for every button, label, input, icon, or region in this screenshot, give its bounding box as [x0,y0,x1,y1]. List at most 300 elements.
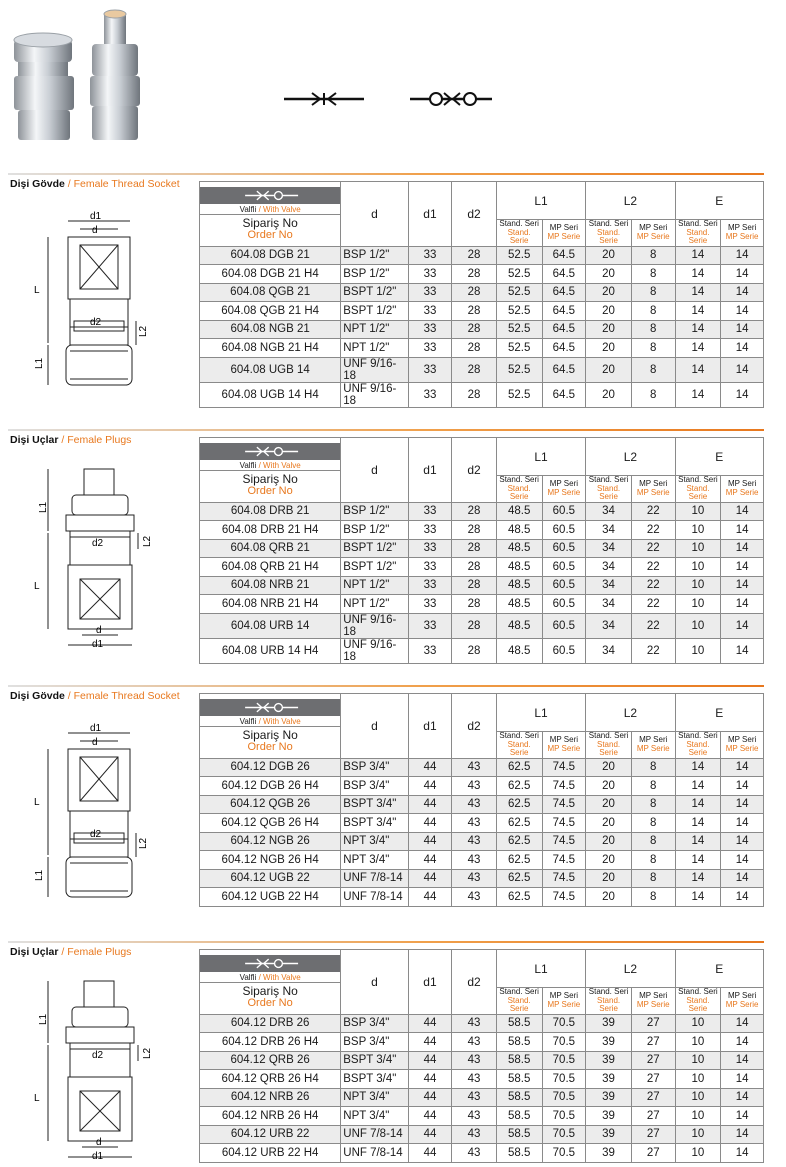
l2-mp-cell: 8 [631,302,675,321]
header-mp-series: MP Seri MP Serie [542,220,586,247]
d2-cell: 43 [452,1107,497,1126]
e-standard-cell: 14 [675,814,721,833]
d-cell: BSP 3/4" [341,777,408,796]
e-mp-cell: 14 [721,795,764,814]
valve-coupling-symbol-icon [408,88,494,110]
e-standard-cell: 10 [675,539,721,558]
header-mp-series: MP Seri MP Serie [721,988,764,1015]
order-no-cell: 604.08 DRB 21 H4 [200,521,341,540]
label-d: d [92,225,98,236]
d2-cell: 43 [452,758,497,777]
e-standard-cell: 14 [675,382,721,407]
e-mp-cell: 14 [721,613,764,638]
section-divider [8,173,764,175]
l2-standard-cell: 39 [586,1014,632,1033]
d-cell: BSPT 1/2" [341,558,408,577]
l1-mp-cell: 64.5 [542,265,586,284]
header-mp-series: MP Seri MP Serie [631,220,675,247]
d1-cell: 44 [408,1125,452,1144]
e-standard-cell: 10 [675,595,721,614]
l2-mp-cell: 8 [631,888,675,907]
d-cell: NPT 1/2" [341,595,408,614]
header-L2: L2 [586,694,675,732]
l1-mp-cell: 74.5 [542,888,586,907]
header-mp-series: MP Seri MP Serie [721,476,764,503]
l1-mp-cell: 70.5 [542,1088,586,1107]
section-title: Dişi Uçlar / Female Plugs [10,434,132,446]
l2-standard-cell: 20 [586,888,632,907]
table-row [200,832,764,851]
l2-mp-cell: 22 [631,558,675,577]
order-no-header: Sipariş No Order No [242,215,298,241]
order-no-cell: 604.08 UGB 14 [200,357,341,382]
e-standard-cell: 14 [675,795,721,814]
socket-dimension-drawing [8,705,198,905]
order-no-cell: 604.12 QGB 26 H4 [200,814,341,833]
e-mp-cell: 14 [721,283,764,302]
order-no-cell: 604.12 QGB 26 [200,795,341,814]
header-standard-series: Stand. Seri Stand. Serie [675,220,721,247]
valve-label: Valfli / With Valve [200,460,340,471]
d-cell: UNF 7/8-14 [341,869,408,888]
header-d2: d2 [452,182,497,247]
header-order-cell [200,950,341,1015]
d-cell: NPT 1/2" [341,339,408,358]
female-plug-photo [90,10,140,140]
female-socket-photo [14,33,74,140]
label-d1: d1 [92,639,104,649]
e-mp-cell: 14 [721,558,764,577]
order-no-cell: 604.08 DGB 21 H4 [200,265,341,284]
table-row [200,595,764,614]
order-no-cell: 604.08 NRB 21 [200,576,341,595]
e-standard-cell: 14 [675,339,721,358]
header-standard-series: Stand. Seri Stand. Serie [496,220,542,247]
l1-standard-cell: 48.5 [496,638,542,663]
d-cell: BSP 1/2" [341,246,408,265]
e-mp-cell: 14 [721,246,764,265]
e-mp-cell: 14 [721,777,764,796]
l1-standard-cell: 48.5 [496,613,542,638]
e-mp-cell: 14 [721,339,764,358]
header-standard-series: Stand. Seri Stand. Serie [586,220,632,247]
d2-cell: 28 [452,558,497,577]
l1-mp-cell: 70.5 [542,1070,586,1089]
order-no-cell: 604.08 DRB 21 [200,502,341,521]
header-order-cell [200,438,341,503]
d1-cell: 44 [408,795,452,814]
e-mp-cell: 14 [721,1088,764,1107]
l2-standard-cell: 20 [586,777,632,796]
l2-standard-cell: 39 [586,1125,632,1144]
l1-mp-cell: 64.5 [542,382,586,407]
d-cell: BSPT 3/4" [341,814,408,833]
d1-cell: 44 [408,1033,452,1052]
d-cell: BSP 1/2" [341,502,408,521]
d1-cell: 33 [408,283,452,302]
table-row [200,558,764,577]
e-standard-cell: 10 [675,502,721,521]
d1-cell: 33 [408,382,452,407]
e-standard-cell: 14 [675,357,721,382]
order-no-cell: 604.12 DGB 26 H4 [200,777,341,796]
d1-cell: 33 [408,339,452,358]
dimension-drawing [8,705,198,915]
spec-table [199,181,764,408]
l1-mp-cell: 74.5 [542,777,586,796]
l1-mp-cell: 64.5 [542,339,586,358]
d-cell: UNF 7/8-14 [341,888,408,907]
l2-mp-cell: 8 [631,851,675,870]
label-d2: d2 [92,538,104,549]
header-d2: d2 [452,950,497,1015]
l2-standard-cell: 39 [586,1107,632,1126]
d2-cell: 28 [452,613,497,638]
d1-cell: 33 [408,246,452,265]
l2-mp-cell: 8 [631,795,675,814]
d-cell: NPT 1/2" [341,576,408,595]
order-no-cell: 604.08 URB 14 [200,613,341,638]
l1-standard-cell: 48.5 [496,521,542,540]
l2-mp-cell: 22 [631,638,675,663]
order-no-cell: 604.12 NGB 26 [200,832,341,851]
l1-mp-cell: 74.5 [542,758,586,777]
label-L: L [34,285,40,296]
order-no-cell: 604.12 DRB 26 H4 [200,1033,341,1052]
header-standard-series: Stand. Seri Stand. Serie [586,988,632,1015]
l1-mp-cell: 74.5 [542,795,586,814]
e-mp-cell: 14 [721,302,764,321]
l1-standard-cell: 58.5 [496,1051,542,1070]
d1-cell: 44 [408,851,452,870]
l2-mp-cell: 8 [631,246,675,265]
header-standard-series: Stand. Seri Stand. Serie [675,732,721,759]
l2-mp-cell: 8 [631,283,675,302]
l1-standard-cell: 58.5 [496,1107,542,1126]
header-d: d [341,182,408,247]
d-cell: NPT 3/4" [341,1107,408,1126]
header-E: E [675,438,763,476]
l2-standard-cell: 34 [586,558,632,577]
header-mp-series: MP Seri MP Serie [631,988,675,1015]
l2-standard-cell: 34 [586,613,632,638]
e-mp-cell: 14 [721,758,764,777]
e-standard-cell: 14 [675,758,721,777]
order-no-header: Sipariş No Order No [242,727,298,753]
header-E: E [675,950,763,988]
e-standard-cell: 10 [675,521,721,540]
l1-mp-cell: 60.5 [542,638,586,663]
header-L1: L1 [496,950,585,988]
l2-standard-cell: 20 [586,758,632,777]
l2-standard-cell: 20 [586,246,632,265]
e-mp-cell: 14 [721,1107,764,1126]
d-cell: BSP 1/2" [341,265,408,284]
d2-cell: 43 [452,1144,497,1163]
table-row [200,1033,764,1052]
valve-symbol-bar [200,955,340,972]
e-standard-cell: 10 [675,1125,721,1144]
d-cell: BSPT 3/4" [341,1051,408,1070]
e-mp-cell: 14 [721,814,764,833]
d1-cell: 44 [408,1088,452,1107]
table-row [200,576,764,595]
d2-cell: 28 [452,576,497,595]
e-mp-cell: 14 [721,1144,764,1163]
table-row [200,1070,764,1089]
table-row [200,1014,764,1033]
e-mp-cell: 14 [721,265,764,284]
d1-cell: 33 [408,502,452,521]
order-no-cell: 604.12 QRB 26 [200,1051,341,1070]
e-mp-cell: 14 [721,851,764,870]
table-row [200,283,764,302]
section-divider [8,941,764,943]
label-d1: d1 [90,211,102,222]
label-d2: d2 [90,317,102,328]
l1-mp-cell: 64.5 [542,302,586,321]
l2-mp-cell: 8 [631,758,675,777]
d1-cell: 33 [408,595,452,614]
d2-cell: 28 [452,521,497,540]
valve-label: Valfli / With Valve [200,972,340,983]
d-cell: UNF 7/8-14 [341,1144,408,1163]
dimension-drawing [8,961,198,1167]
table-row [200,357,764,382]
l2-mp-cell: 27 [631,1088,675,1107]
label-L: L [34,797,40,808]
table-row [200,888,764,907]
l2-mp-cell: 27 [631,1107,675,1126]
valve-coupling-symbol-icon [200,699,340,716]
d-cell: UNF 7/8-14 [341,1125,408,1144]
table-row [200,869,764,888]
l1-mp-cell: 60.5 [542,502,586,521]
l2-standard-cell: 20 [586,832,632,851]
d1-cell: 44 [408,1107,452,1126]
d1-cell: 33 [408,521,452,540]
l1-standard-cell: 62.5 [496,814,542,833]
valve-coupling-symbol-icon [200,955,340,972]
table-row [200,638,764,663]
l2-standard-cell: 20 [586,265,632,284]
l2-standard-cell: 20 [586,339,632,358]
d2-cell: 43 [452,1014,497,1033]
valve-symbol-bar [200,699,340,716]
l2-mp-cell: 22 [631,502,675,521]
d2-cell: 28 [452,320,497,339]
e-mp-cell: 14 [721,832,764,851]
l2-mp-cell: 22 [631,521,675,540]
e-mp-cell: 14 [721,1125,764,1144]
table-row [200,795,764,814]
e-mp-cell: 14 [721,595,764,614]
valve-symbol-bar [200,187,340,204]
l1-standard-cell: 62.5 [496,888,542,907]
l2-mp-cell: 22 [631,613,675,638]
header-mp-series: MP Seri MP Serie [631,732,675,759]
d-cell: BSP 3/4" [341,1033,408,1052]
l1-standard-cell: 48.5 [496,539,542,558]
order-no-cell: 604.12 DGB 26 [200,758,341,777]
e-standard-cell: 10 [675,1051,721,1070]
order-no-cell: 604.08 NGB 21 [200,320,341,339]
header-d1: d1 [408,694,452,759]
header-order-cell [200,694,341,759]
l2-mp-cell: 27 [631,1033,675,1052]
d2-cell: 28 [452,339,497,358]
table-row [200,1051,764,1070]
l2-mp-cell: 8 [631,777,675,796]
d1-cell: 44 [408,869,452,888]
d2-cell: 28 [452,265,497,284]
e-standard-cell: 14 [675,777,721,796]
plug-dimension-drawing [8,961,198,1161]
l1-mp-cell: 70.5 [542,1107,586,1126]
l1-standard-cell: 48.5 [496,576,542,595]
table-row [200,302,764,321]
l1-standard-cell: 58.5 [496,1125,542,1144]
l1-standard-cell: 52.5 [496,357,542,382]
l2-mp-cell: 8 [631,814,675,833]
label-L2: L2 [142,1047,153,1059]
header-standard-series: Stand. Seri Stand. Serie [586,476,632,503]
l1-standard-cell: 52.5 [496,246,542,265]
section-title: Dişi Gövde / Female Thread Socket [10,178,180,190]
l2-mp-cell: 27 [631,1144,675,1163]
header-mp-series: MP Seri MP Serie [721,732,764,759]
l2-standard-cell: 20 [586,795,632,814]
d2-cell: 28 [452,595,497,614]
l1-standard-cell: 52.5 [496,283,542,302]
table-row [200,320,764,339]
order-no-cell: 604.12 NRB 26 [200,1088,341,1107]
header-standard-series: Stand. Seri Stand. Serie [496,988,542,1015]
l2-mp-cell: 8 [631,320,675,339]
header-standard-series: Stand. Seri Stand. Serie [675,988,721,1015]
d-cell: BSPT 1/2" [341,539,408,558]
l2-standard-cell: 34 [586,576,632,595]
e-standard-cell: 10 [675,558,721,577]
order-no-cell: 604.12 NRB 26 H4 [200,1107,341,1126]
l2-mp-cell: 8 [631,382,675,407]
order-no-cell: 604.08 URB 14 H4 [200,638,341,663]
l2-standard-cell: 39 [586,1088,632,1107]
l1-standard-cell: 58.5 [496,1014,542,1033]
header-mp-series: MP Seri MP Serie [721,220,764,247]
header-L2: L2 [586,950,675,988]
d1-cell: 44 [408,888,452,907]
e-standard-cell: 14 [675,851,721,870]
table-row [200,382,764,407]
order-no-header: Sipariş No Order No [242,471,298,497]
label-d2: d2 [90,829,102,840]
l1-standard-cell: 58.5 [496,1070,542,1089]
l1-standard-cell: 62.5 [496,777,542,796]
order-no-cell: 604.08 NGB 21 H4 [200,339,341,358]
order-no-cell: 604.12 NGB 26 H4 [200,851,341,870]
valve-label: Valfli / With Valve [200,204,340,215]
d2-cell: 28 [452,539,497,558]
d-cell: UNF 9/16-18 [341,613,408,638]
d-cell: NPT 1/2" [341,320,408,339]
table-row [200,814,764,833]
socket-dimension-drawing [8,193,198,393]
header-L1: L1 [496,694,585,732]
d1-cell: 33 [408,320,452,339]
header-standard-series: Stand. Seri Stand. Serie [496,732,542,759]
l2-standard-cell: 34 [586,595,632,614]
e-standard-cell: 14 [675,832,721,851]
e-standard-cell: 14 [675,320,721,339]
l2-mp-cell: 8 [631,869,675,888]
e-mp-cell: 14 [721,888,764,907]
label-L: L [34,581,40,592]
l1-mp-cell: 60.5 [542,521,586,540]
d2-cell: 28 [452,502,497,521]
order-no-cell: 604.08 UGB 14 H4 [200,382,341,407]
d1-cell: 33 [408,539,452,558]
header-standard-series: Stand. Seri Stand. Serie [496,476,542,503]
l1-mp-cell: 64.5 [542,320,586,339]
section-title: Dişi Gövde / Female Thread Socket [10,690,180,702]
e-mp-cell: 14 [721,539,764,558]
d1-cell: 44 [408,1070,452,1089]
l1-mp-cell: 70.5 [542,1014,586,1033]
l1-mp-cell: 60.5 [542,576,586,595]
e-standard-cell: 14 [675,283,721,302]
d-cell: BSP 3/4" [341,1014,408,1033]
d2-cell: 43 [452,1051,497,1070]
order-no-cell: 604.12 URB 22 [200,1125,341,1144]
l1-mp-cell: 74.5 [542,851,586,870]
table-row [200,265,764,284]
order-no-cell: 604.08 QGB 21 [200,283,341,302]
header-standard-series: Stand. Seri Stand. Serie [675,476,721,503]
header-L1: L1 [496,182,585,220]
label-d1: d1 [92,1151,104,1161]
order-no-header: Sipariş No Order No [242,983,298,1009]
d2-cell: 43 [452,777,497,796]
l2-standard-cell: 20 [586,869,632,888]
d1-cell: 44 [408,1051,452,1070]
d2-cell: 43 [452,1125,497,1144]
plug-dimension-drawing [8,449,198,649]
header-mp-series: MP Seri MP Serie [542,988,586,1015]
label-d: d [96,625,102,636]
header-L1: L1 [496,438,585,476]
e-standard-cell: 14 [675,888,721,907]
table-row [200,1088,764,1107]
l2-standard-cell: 20 [586,814,632,833]
d-cell: BSPT 1/2" [341,302,408,321]
label-L2: L2 [138,837,149,849]
dimension-drawing [8,449,198,659]
e-mp-cell: 14 [721,357,764,382]
e-standard-cell: 10 [675,1070,721,1089]
d1-cell: 33 [408,638,452,663]
label-L2: L2 [138,325,149,337]
order-no-cell: 604.08 QGB 21 H4 [200,302,341,321]
spec-table [199,693,764,907]
e-mp-cell: 14 [721,382,764,407]
l2-mp-cell: 27 [631,1070,675,1089]
header-mp-series: MP Seri MP Serie [631,476,675,503]
table-row [200,246,764,265]
e-standard-cell: 10 [675,1144,721,1163]
d2-cell: 43 [452,832,497,851]
e-mp-cell: 14 [721,320,764,339]
